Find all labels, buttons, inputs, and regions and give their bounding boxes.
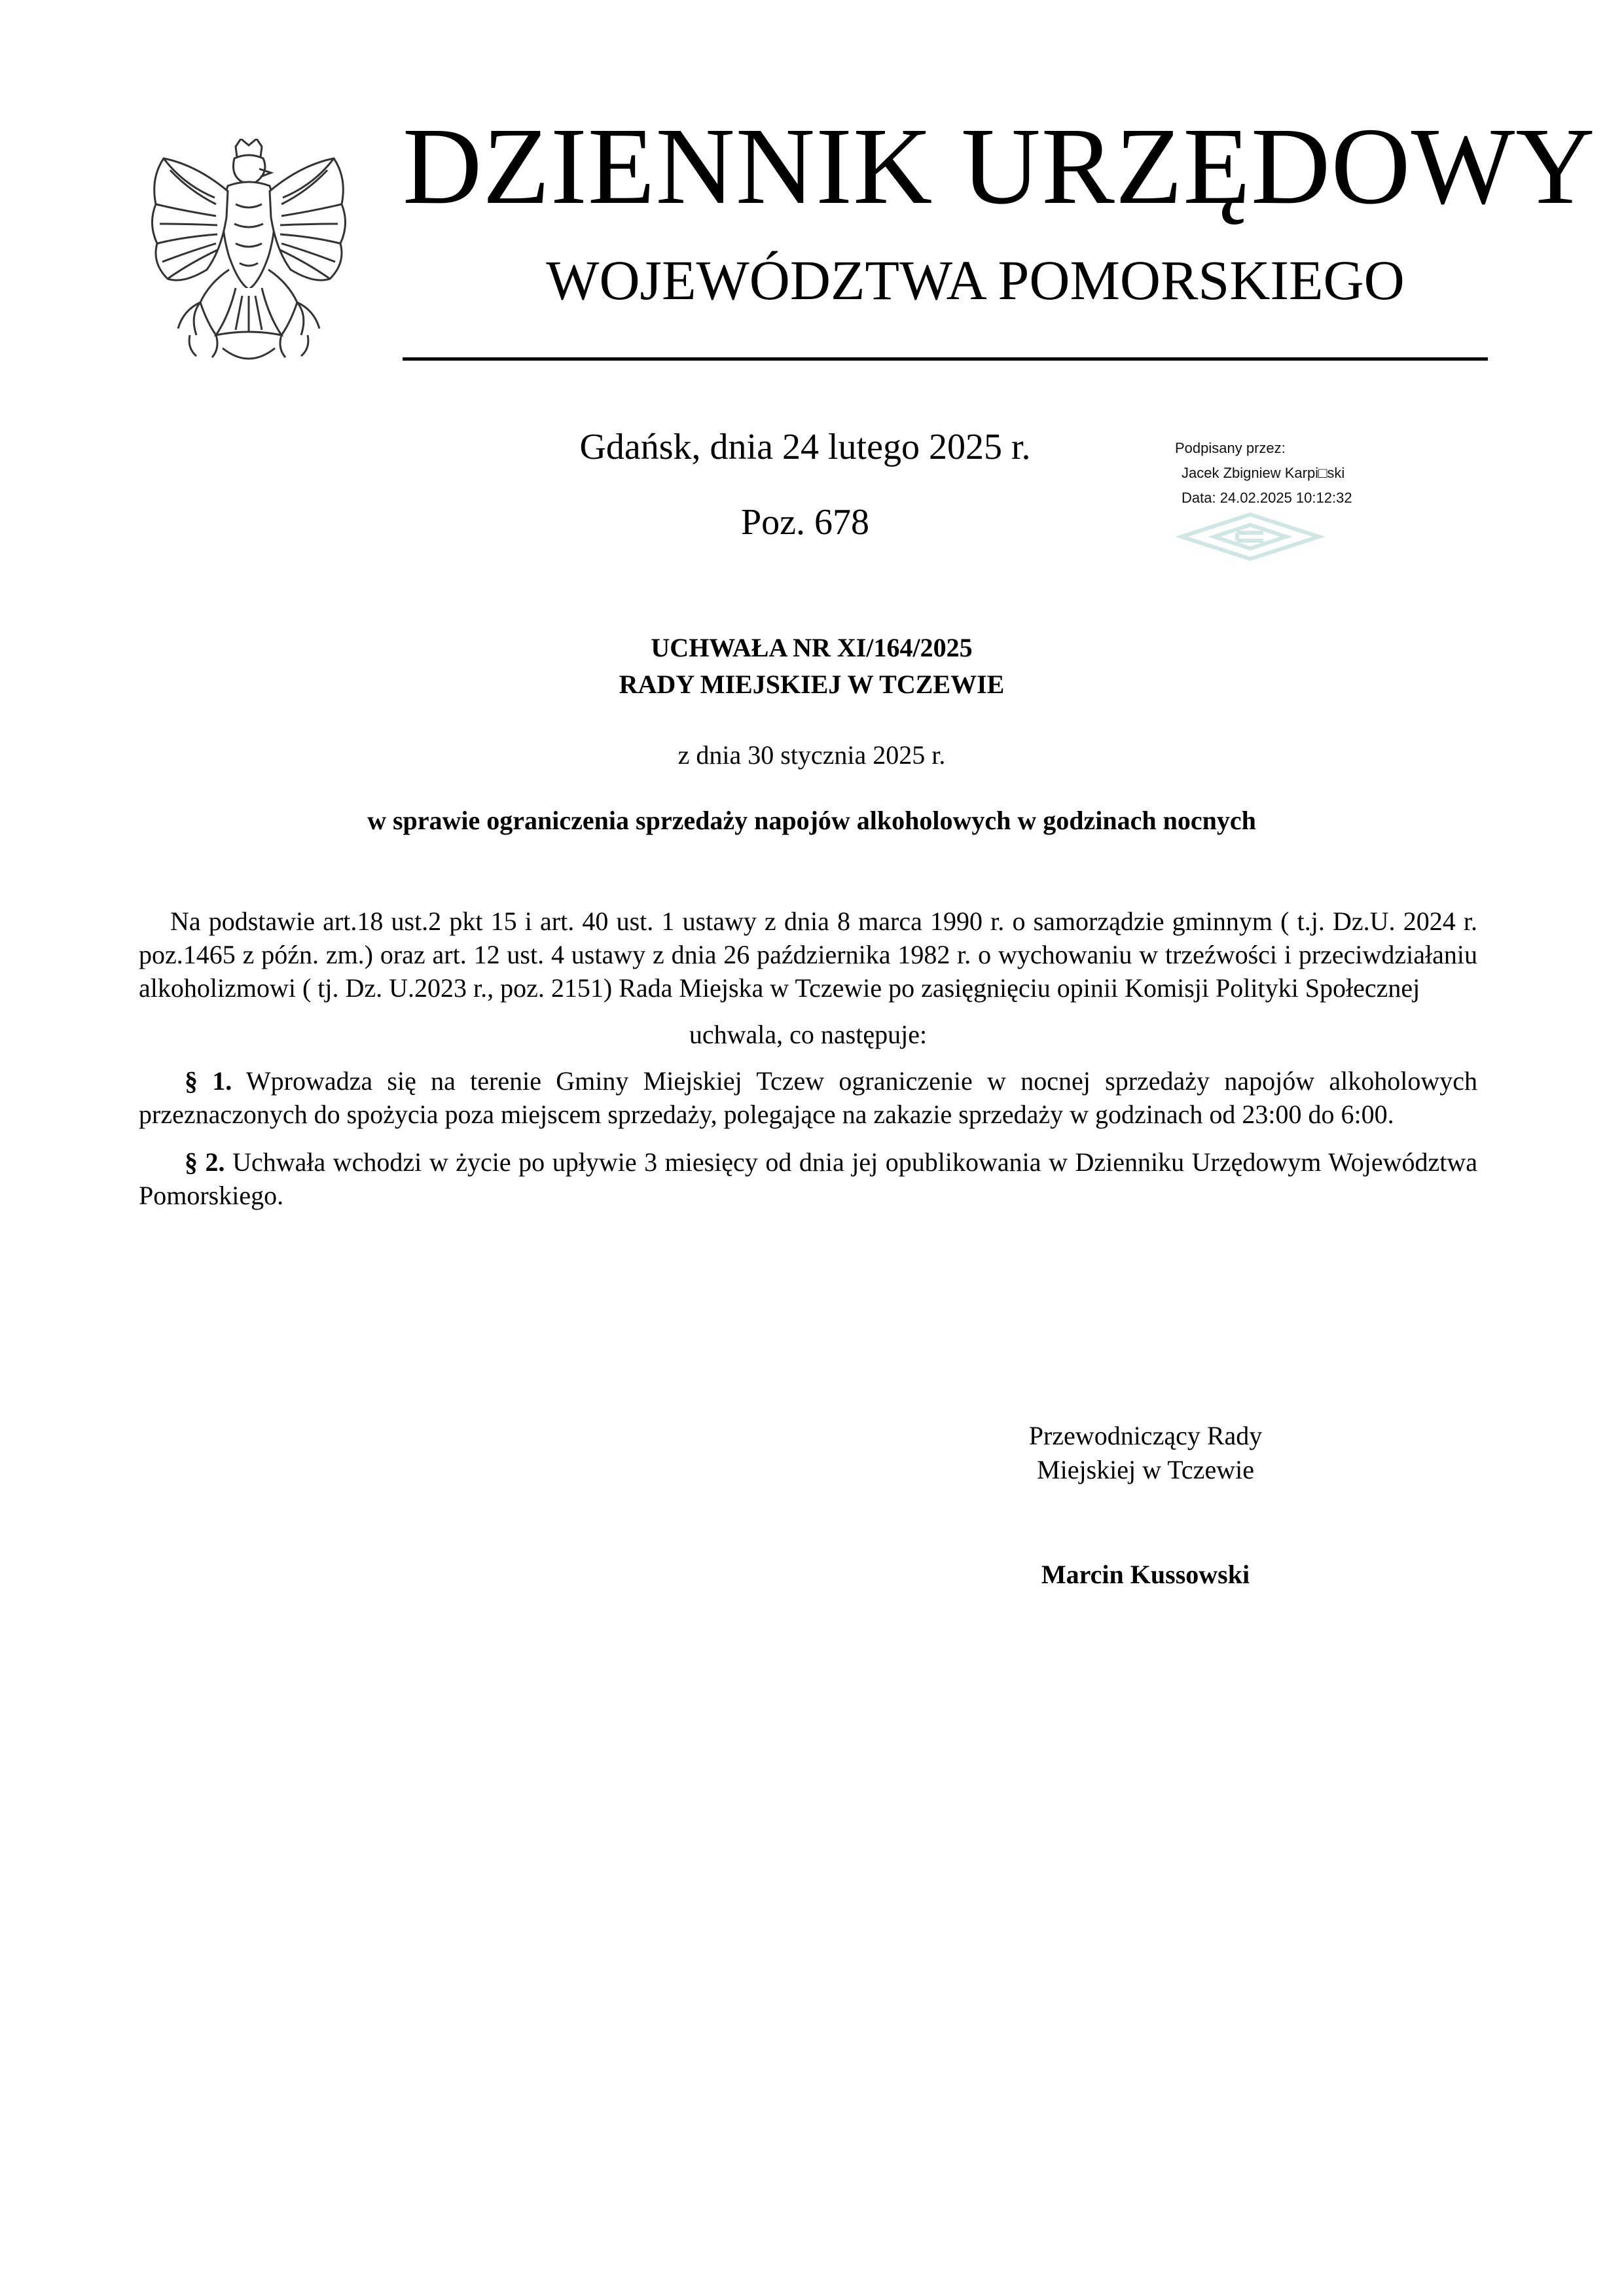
act-number: UCHWAŁA NR XI/164/2025 bbox=[651, 633, 973, 662]
signature-date: Data: 24.02.2025 10:12:32 bbox=[1182, 490, 1352, 506]
masthead-divider bbox=[403, 357, 1488, 361]
act-title bbox=[157, 630, 1466, 703]
section-text: Uchwała wchodzi w życie po upływie 3 miesięcy od dnia jej opublikowania w Dzienniku Urzędowym Województwa Pomorskiego. bbox=[139, 1147, 1478, 1210]
resolves-line: uchwala, co następuje: bbox=[689, 1020, 928, 1049]
act-body bbox=[139, 905, 1477, 1227]
section-text: Wprowadza się na terenie Gminy Miejskiej Tczew ograniczenie w nocnej sprzedaży napojów alkoholowych przeznaczonych do spożycia poza miejscem sprzedaży, polegające na zakazie sprzedaży w godzinach od 23:00 do 6:00. bbox=[139, 1066, 1478, 1129]
section-number: § 2. bbox=[185, 1147, 225, 1177]
signer-role bbox=[916, 1419, 1375, 1487]
section-1 bbox=[139, 1064, 1477, 1131]
issue-position: Poz. 678 bbox=[741, 502, 869, 543]
signer-role-line-2: Miejskiej w Tczewie bbox=[1037, 1455, 1254, 1484]
act-subject: w sprawie ograniczenia sprzedaży napojów alkoholowych w godzinach nocnych bbox=[367, 806, 1256, 835]
preamble: Na podstawie art.18 ust.2 pkt 15 i art. 40 ust. 1 ustawy z dnia 8 marca 1990 r. o samorządzie gminnym ( t.j. Dz.U. 2024 r. poz.1465 z późn. zm.) oraz art. 12 ust. 4 ustawy z dnia 26 października 1982 r. o wychowaniu w trzeźwości i przeciwdziałaniu alkoholizmowi ( tj. Dz. U.2023 r., poz. 2151) Rada Miejska w Tczewie po zasięgnięciu opinii Komisji Polityki Społecznej bbox=[139, 906, 1477, 1003]
act-date: z dnia 30 stycznia 2025 r. bbox=[677, 740, 946, 770]
polish-eagle-emblem-icon bbox=[144, 139, 353, 374]
act-issuer: RADY MIEJSKIEJ W TCZEWIE bbox=[619, 670, 1005, 699]
journal-subtitle: WOJEWÓDZTWA POMORSKIEGO bbox=[546, 249, 1405, 312]
section-2 bbox=[139, 1145, 1477, 1212]
signer-name: Marcin Kussowski bbox=[1041, 1560, 1250, 1589]
issue-date: Gdańsk, dnia 24 lutego 2025 r. bbox=[579, 427, 1031, 467]
signer-role-line-1: Przewodniczący Rady bbox=[1028, 1421, 1263, 1450]
signature-signer: Jacek Zbigniew Karpi□ski bbox=[1182, 465, 1345, 481]
journal-title: DZIENNIK URZĘDOWY bbox=[403, 105, 1596, 227]
digital-signature-mark-icon bbox=[1175, 511, 1326, 563]
section-number: § 1. bbox=[185, 1066, 232, 1096]
signature-label: Podpisany przez: bbox=[1175, 440, 1286, 456]
